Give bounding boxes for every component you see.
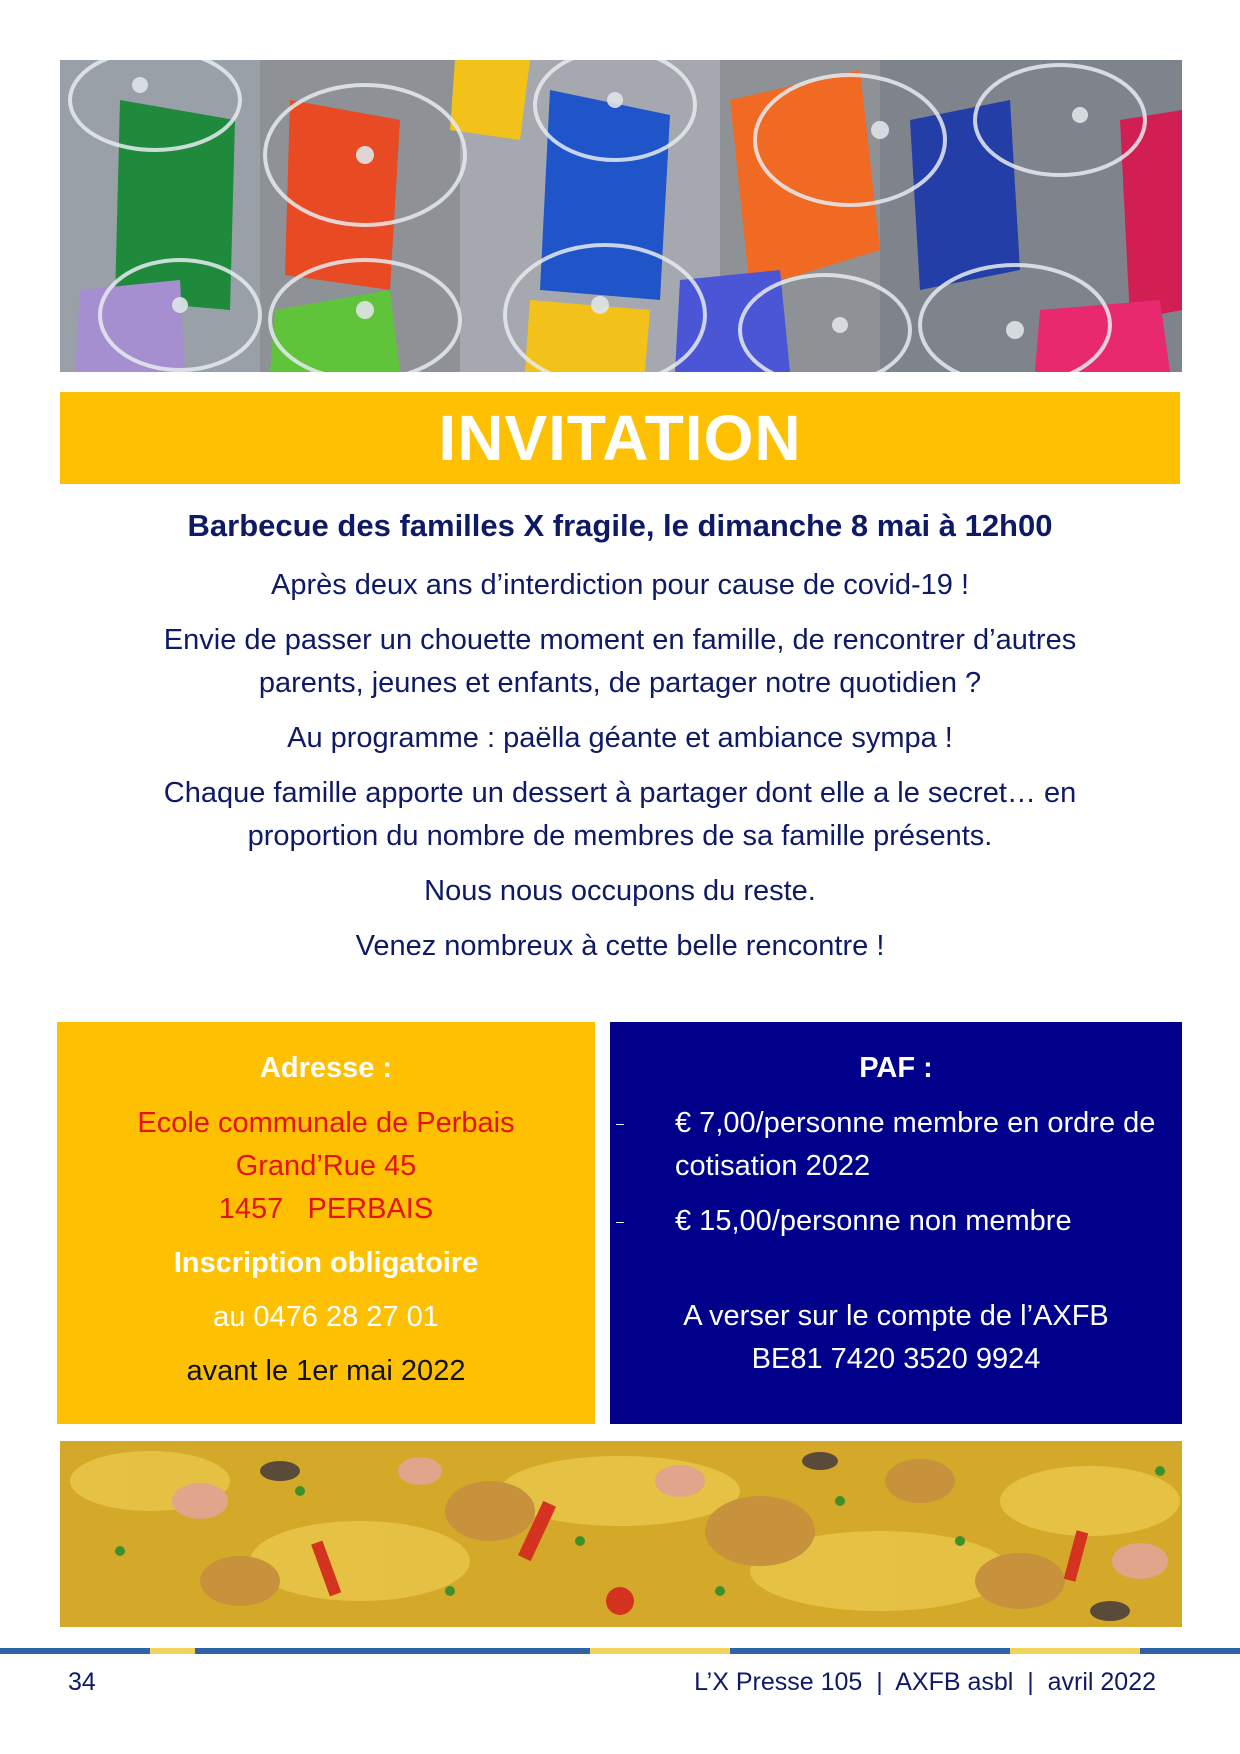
price-item: – € 7,00/personne membre en ordre de cotisation 2022 [610,1102,1182,1188]
intro-paragraph: Au programme : paëlla géante et ambiance sympa ! [287,722,953,754]
registration-phone: au 0476 28 27 01 [213,1301,439,1333]
paf-box [610,1022,1182,1424]
address-street: Grand’Rue 45 [235,1150,417,1182]
intro-paragraph: Chaque famille apporte un dessert à partager dont elle a le secret… en proportion du nombre de membres de sa famille présents. [163,777,1077,852]
intro-paragraph: Venez nombreux à cette belle rencontre ! [355,930,885,962]
address-box [57,1022,595,1424]
invitation-text [60,508,1180,980]
dash-bullet-icon: – [616,1213,624,1229]
event-subtitle: Barbecue des familles X fragile, le dimanche 8 mai à 12h00 [187,508,1053,543]
invitation-title: INVITATION [438,402,802,474]
cocktail-glasses-photo [60,60,1182,372]
page-number: 34 [68,1668,96,1696]
intro-paragraph: Nous nous occupons du reste. [424,875,816,907]
registration-deadline: avant le 1er mai 2022 [186,1355,466,1387]
registration-label: Inscription obligatoire [173,1247,479,1279]
intro-paragraph: Envie de passer un chouette moment en famille, de rencontrer d’autres parents, jeunes et enfants, de partager notre quotidien ? [163,624,1077,699]
price-list [610,1102,1182,1243]
address-place: Ecole communale de Perbais [137,1107,515,1139]
address-city: 1457 PERBAIS [218,1193,434,1225]
account-iban: BE81 7420 3520 9924 [751,1343,1041,1375]
paella-photo [60,1441,1182,1627]
intro-paragraph: Après deux ans d’interdiction pour cause de covid-19 ! [270,569,970,601]
paf-heading: PAF : [859,1052,933,1084]
invitation-banner [60,392,1180,484]
address-heading: Adresse : [259,1052,393,1084]
price-item: – € 15,00/personne non membre [610,1200,1182,1243]
publication-info: L’X Presse 105 | AXFB asbl | avril 2022 [694,1668,1156,1696]
dash-bullet-icon: – [616,1115,624,1131]
account-instruction: A verser sur le compte de l’AXFB [683,1300,1109,1332]
page-footer [0,1668,1240,1708]
bank-account [610,1295,1182,1381]
footer-divider [0,1648,1240,1654]
